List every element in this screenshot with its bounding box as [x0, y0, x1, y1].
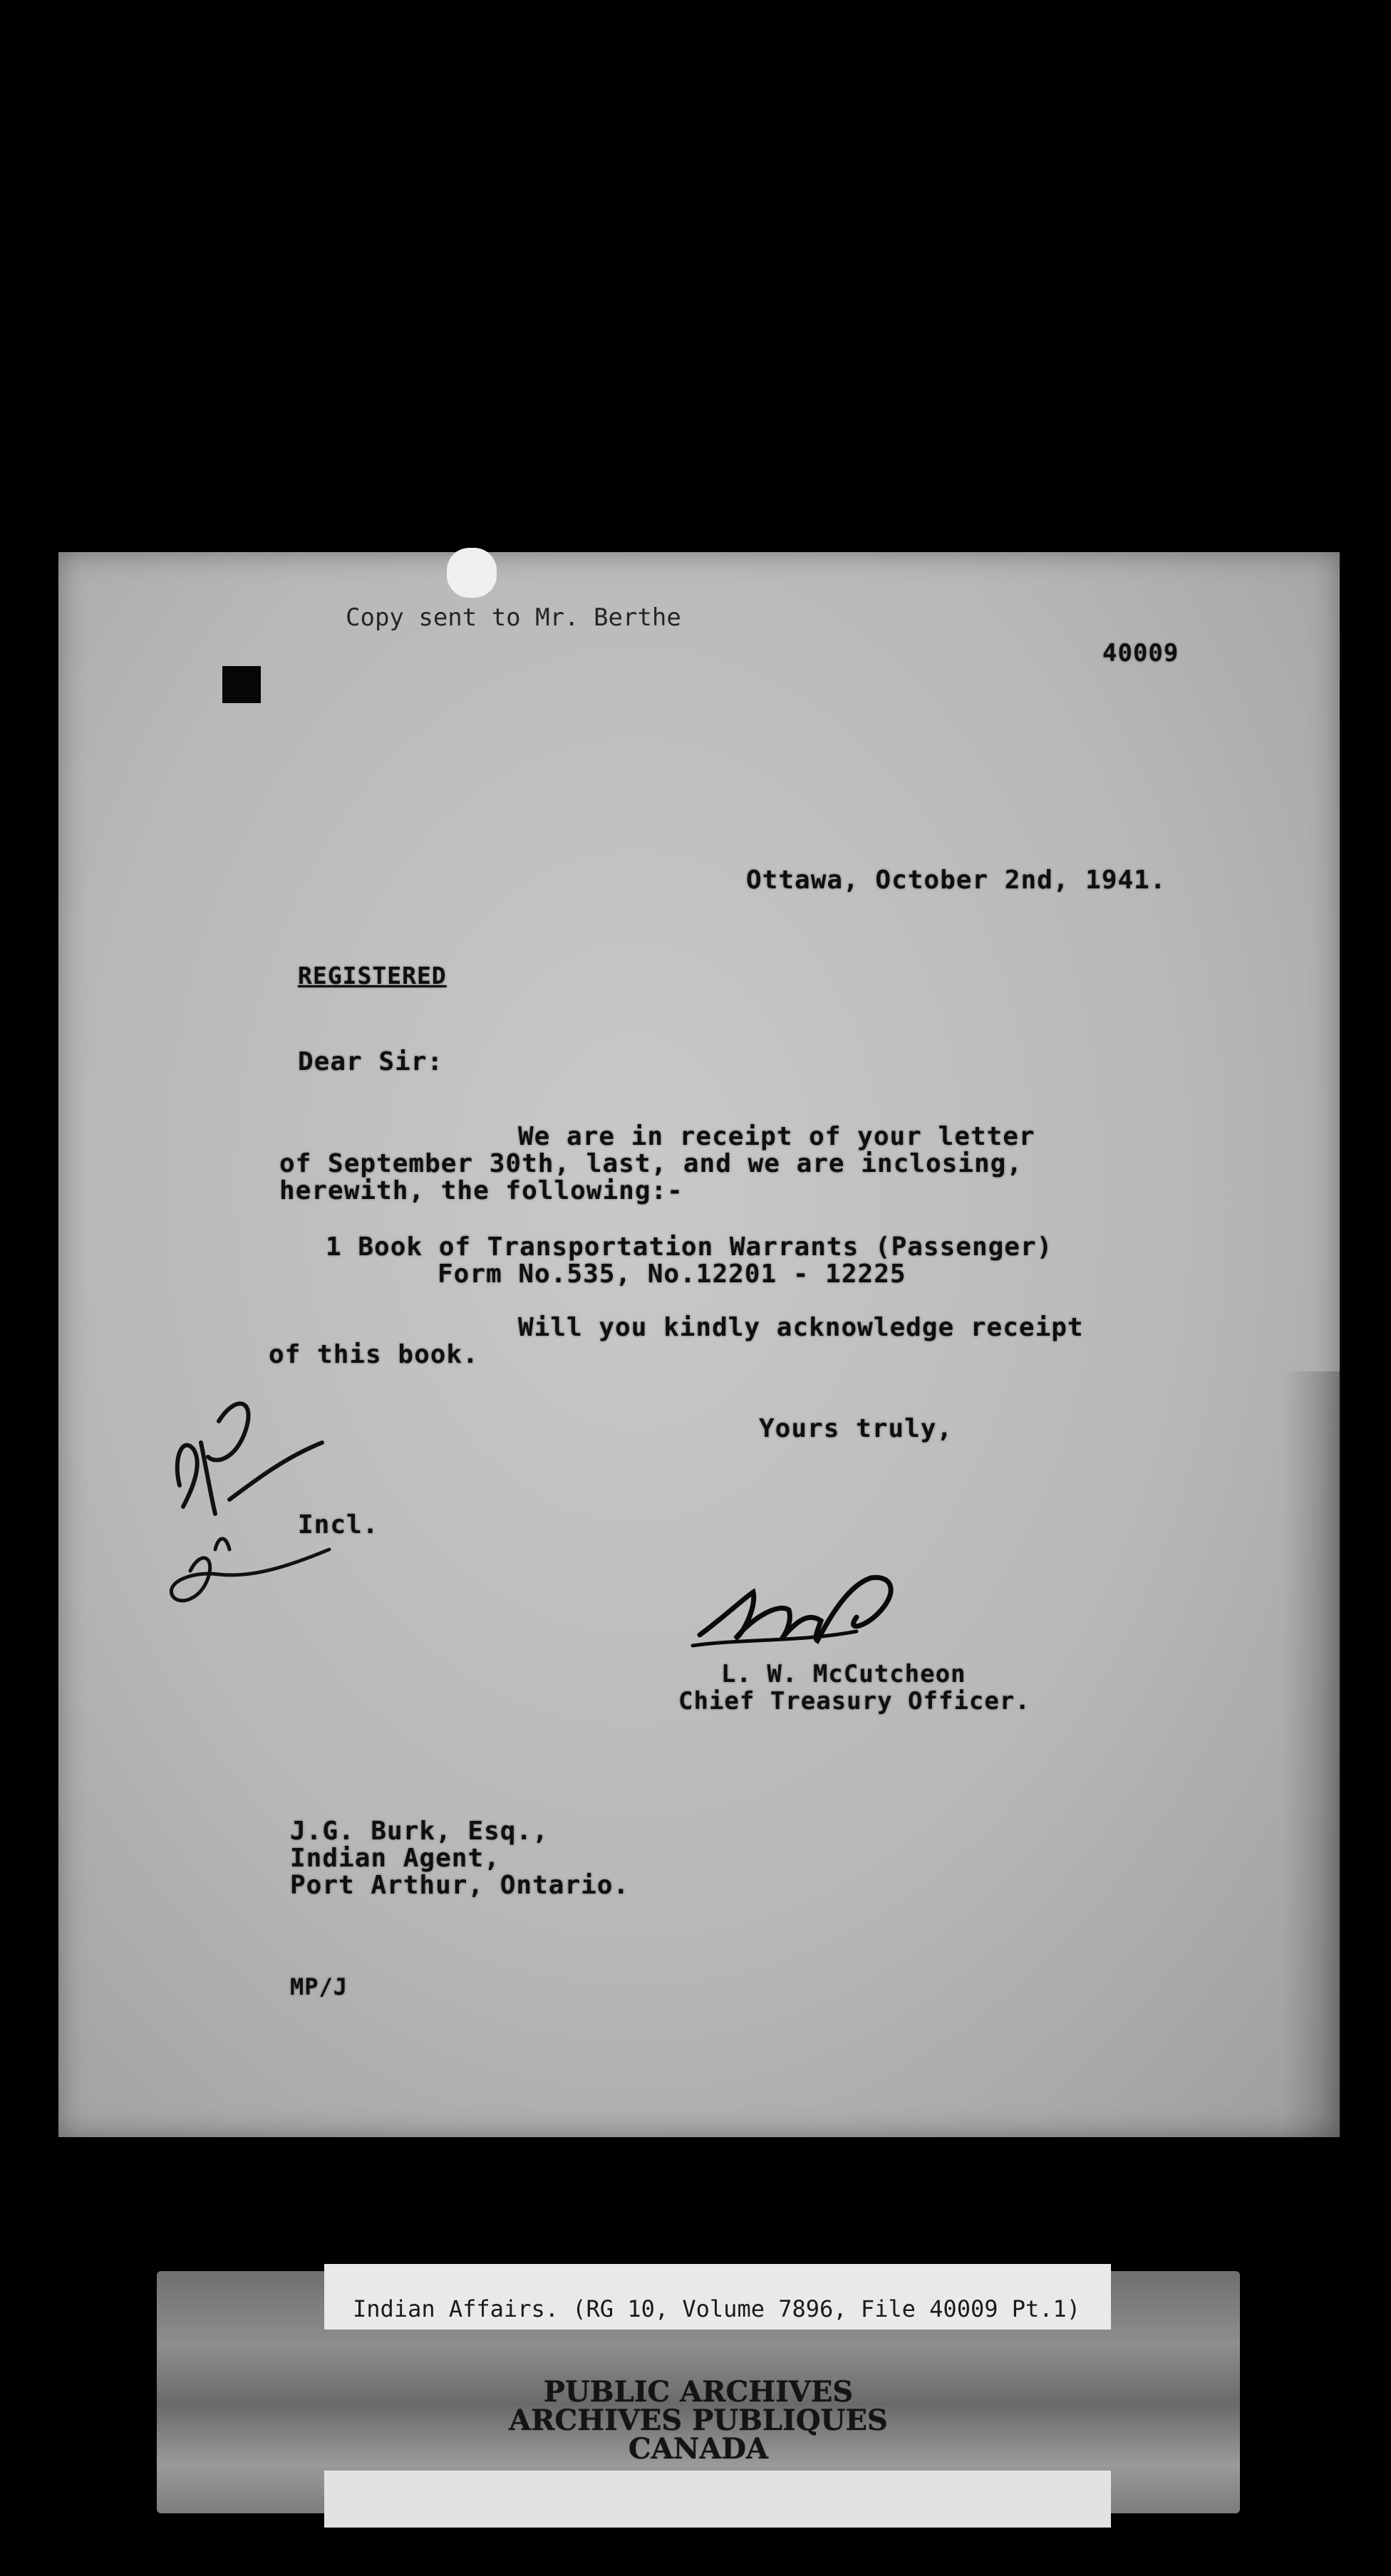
stamp-line-1: PUBLIC ARCHIVES	[543, 2375, 854, 2409]
archive-bottom-strip	[324, 2471, 1111, 2528]
registered-label: REGISTERED	[298, 962, 447, 990]
reference-initials: MP/J	[290, 1973, 348, 2000]
archive-stamp	[499, 2375, 898, 2466]
torn-corner	[447, 548, 497, 598]
ack-line-1: Will you kindly acknowledge receipt	[518, 1313, 1084, 1342]
item-line-2: Form No.535, No.12201 - 12225	[438, 1260, 906, 1289]
addressee-line-2: Indian Agent,	[290, 1844, 500, 1873]
addressee-line-3: Port Arthur, Ontario.	[290, 1871, 630, 1900]
copy-note: Copy sent to Mr. Berthe	[346, 603, 681, 632]
handwritten-initials	[151, 1336, 351, 1635]
closing: Yours truly,	[759, 1414, 953, 1443]
punch-hole	[222, 666, 261, 703]
signer-title: Chief Treasury Officer.	[678, 1687, 1030, 1715]
signature	[686, 1549, 921, 1671]
file-number: 40009	[1102, 639, 1179, 668]
item-line-1: 1 Book of Transportation Warrants (Passenger)	[326, 1232, 1053, 1262]
place-date: Ottawa, October 2nd, 1941.	[746, 866, 1167, 895]
body-line-1: We are in receipt of your letter	[518, 1122, 1035, 1151]
addressee-line-1: J.G. Burk, Esq.,	[290, 1817, 549, 1846]
enclosure-note: Incl.	[298, 1510, 379, 1539]
ack-line-2: of this book.	[269, 1340, 479, 1369]
stamp-line-3: CANADA	[628, 2432, 769, 2466]
archive-caption: Indian Affairs. (RG 10, Volume 7896, File 40009 Pt.1)	[353, 2295, 1081, 2322]
letter-page	[58, 552, 1340, 2137]
stamp-line-2: ARCHIVES PUBLIQUES	[509, 2404, 888, 2437]
salutation: Dear Sir:	[298, 1047, 444, 1076]
body-line-3: herewith, the following:-	[279, 1176, 683, 1205]
body-line-2: of September 30th, last, and we are inclosing,	[279, 1149, 1023, 1178]
signer-name: L. W. McCutcheon	[721, 1660, 966, 1688]
page-edge-shadow	[1283, 1371, 1340, 2137]
